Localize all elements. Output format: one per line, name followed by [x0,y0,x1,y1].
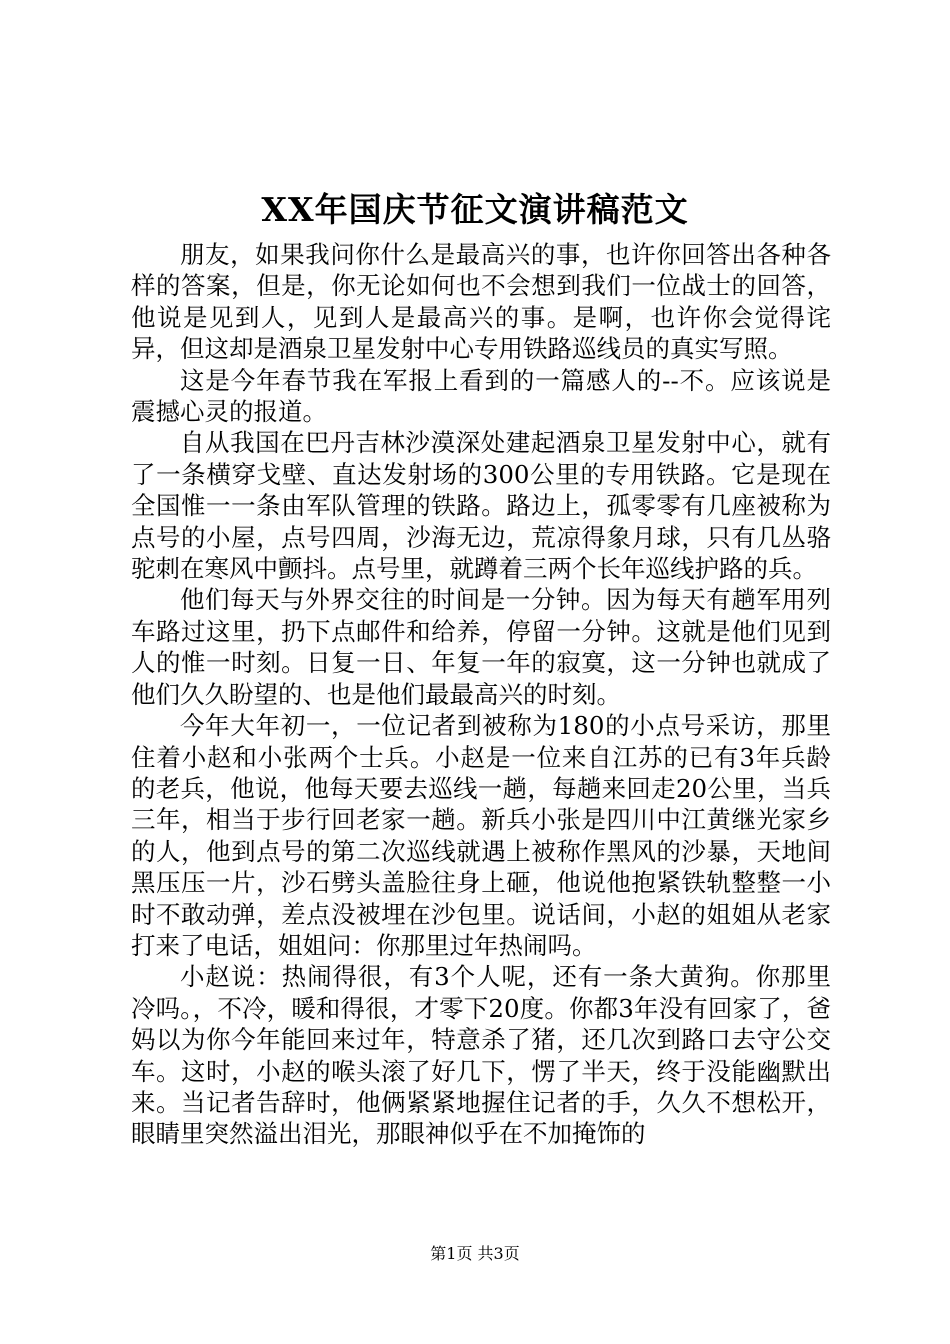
paragraph: 自从我国在巴丹吉林沙漠深处建起酒泉卫星发射中心，就有了一条横穿戈壁、直达发射场的300公里的专用铁路。它是现在全国惟一一条由军队管理的铁路。路边上，孤零零有几座被称为点号的小屋，点号四周，沙海无边，荒凉得象月球，只有几丛骆驼刺在寒风中颤抖。点号里，就蹲着三两个长年巡线护路的兵。 [131,428,831,584]
paragraph: 这是今年春节我在军报上看到的一篇感人的--不。应该说是震撼心灵的报道。 [131,365,831,427]
paragraph: 小赵说：热闹得很，有3个人呢，还有一条大黄狗。你那里冷吗。，不冷，暖和得很，才零下20度。你都3年没有回家了，爸妈以为你今年能回来过年，特意杀了猪，还几次到路口去守公交车。这时，小赵的喉头滚了好几下，愣了半天，终于没能幽默出来。当记者告辞时，他俩紧紧地握住记者的手，久久不想松开，眼睛里突然溢出泪光，那眼神似乎在不加掩饰的 [131,962,831,1149]
document-title: XX年国庆节征文演讲稿范文 [261,190,689,229]
paragraph: 今年大年初一，一位记者到被称为180的小点号采访，那里住着小赵和小张两个士兵。小赵是一位来自江苏的已有3年兵龄的老兵，他说，他每天要去巡线一趟，每趟来回走20公里，当兵三年，相当于步行回老家一趟。新兵小张是四川中江黄继光家乡的人，他到点号的第二次巡线就遇上被称作黑风的沙暴，天地间黑压压一片，沙石劈头盖脸往身上砸，他说他抱紧铁轨整整一小时不敢动弹，差点没被埋在沙包里。说话间，小赵的姐姐从老家打来了电话，姐姐问：你那里过年热闹吗。 [131,711,831,960]
paragraph: 朋友，如果我问你什么是最高兴的事，也许你回答出各种各样的答案，但是，你无论如何也不会想到我们一位战士的回答，他说是见到人，见到人是最高兴的事。是啊，也许你会觉得诧异，但这却是酒泉卫星发射中心专用铁路巡线员的真实写照。 [131,240,831,364]
document-body [131,239,831,1150]
paragraph: 他们每天与外界交往的时间是一分钟。因为每天有趟军用列车路过这里，扔下点邮件和给养，停留一分钟。这就是他们见到人的惟一时刻。日复一日、年复一年的寂寞，这一分钟也就成了他们久久盼望的、也是他们最最高兴的时刻。 [131,585,831,709]
page-footer: 第1页 共3页 [430,1244,520,1263]
